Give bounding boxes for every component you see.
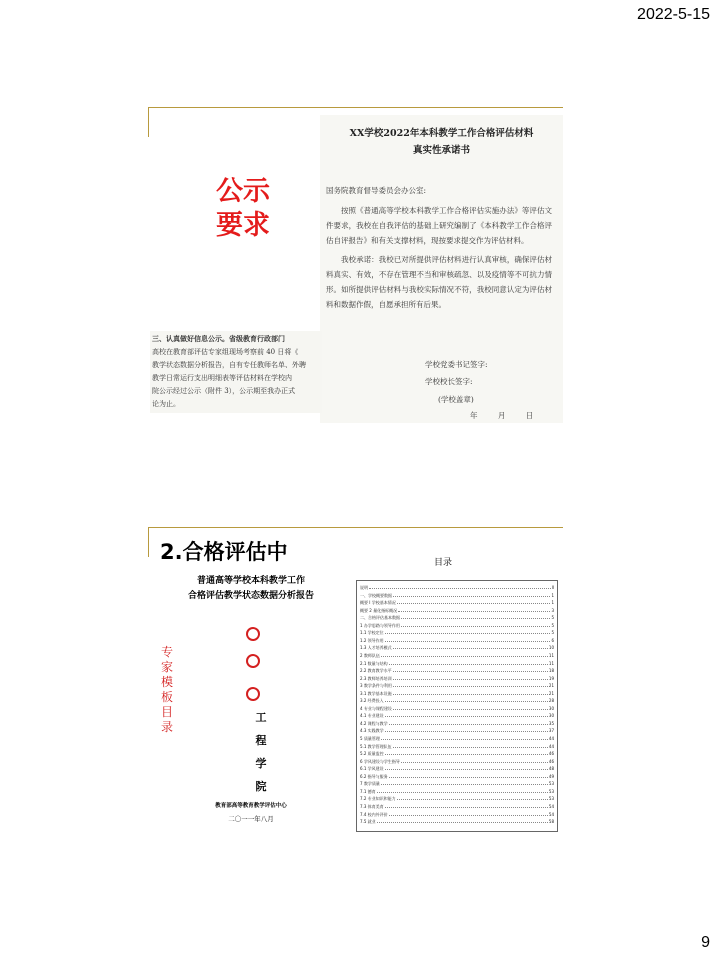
- cover-char: 院: [255, 780, 267, 793]
- toc-entry: [360, 706, 554, 711]
- commitment-letter-image: [320, 115, 563, 423]
- toc-entry-title: 一、学校概要数据: [360, 592, 392, 598]
- toc-leader-dots: [381, 736, 548, 740]
- toc-entry-page: 1: [551, 592, 554, 598]
- toc-entry-title: 7.4 校内外评价: [360, 811, 388, 817]
- toc-entry-title: 6.2 指导与服务: [360, 773, 388, 779]
- toc-entry: [360, 653, 554, 658]
- toc-entry-title: 二、合格评估基本数据: [360, 615, 400, 621]
- toc-entry-page: 5: [551, 630, 554, 636]
- toc-leader-dots: [385, 751, 548, 755]
- toc-entry: [360, 630, 554, 635]
- letter-paragraph-2: 我校承诺：我校已对所提供评估材料进行认真审核，确保评估材料真实、有效，不存在管理不当和审核疏忽、以及疫情等不可抗力情形。如所提供评估材料与我校实际情况不符，我校同意认定为评估材料和数据作假，自愿承担所有后果。: [326, 255, 552, 309]
- toc-entry: [360, 676, 554, 681]
- toc-entry-page: 54: [548, 811, 554, 817]
- toc-entry: [360, 691, 554, 696]
- toc-entry: [360, 774, 554, 779]
- toc-entry: [360, 623, 554, 628]
- toc-entry: [360, 600, 554, 605]
- toc-entry-page: 53: [548, 781, 554, 787]
- toc-entry-title: 3 教学条件与利用: [360, 683, 392, 689]
- excerpt-line: 论为止。: [152, 400, 180, 408]
- cover-title-line1: 普通高等学校本科教学工作: [196, 576, 305, 586]
- toc-entry-page: 30: [548, 713, 554, 719]
- toc-leader-dots: [393, 645, 548, 649]
- toc-entry: [360, 812, 554, 817]
- toc-leader-dots: [377, 819, 548, 823]
- toc-leader-dots: [401, 623, 551, 627]
- toc-leader-dots: [385, 698, 548, 702]
- toc-entry-page: 53: [548, 788, 554, 794]
- notice-excerpt-image: [150, 331, 322, 413]
- toc-entry-page: 10: [548, 645, 554, 651]
- slide-public-notice: [148, 107, 563, 425]
- toc-entry-page: 46: [548, 758, 554, 764]
- toc-entry-page: 44: [548, 743, 554, 749]
- toc-entry-title: 7.2 专业知识和能力: [360, 796, 396, 802]
- toc-leader-dots: [393, 744, 548, 748]
- toc-entry-page: 5: [551, 622, 554, 628]
- slide-date: 2022-5-15: [637, 6, 710, 23]
- toc-entry-title: 5 质量管理: [360, 736, 380, 741]
- toc-entry-page: 28: [548, 698, 554, 704]
- page-number: 9: [701, 934, 710, 951]
- toc-entry: [360, 698, 554, 703]
- toc-box: [356, 580, 558, 832]
- excerpt-line: 教学状态数据分析报告，自有专任教师名单、外聘: [152, 361, 306, 369]
- toc-entry: [360, 661, 554, 666]
- toc-entry-title: 概要 I 学校基本情况: [360, 600, 396, 606]
- toc-leader-dots: [385, 638, 551, 642]
- toc-entry-title: 2.2 教育教学水平: [360, 668, 392, 674]
- toc-entry-page: 44: [548, 736, 554, 741]
- letter-title-line1: XX学校2022年本科教学工作合格评估材料: [349, 128, 534, 139]
- red-circle-icon: [246, 687, 260, 701]
- letter-title-line2: 真实性承诺书: [412, 145, 470, 156]
- toc-entry-title: 2 教师队伍: [360, 652, 380, 658]
- toc-leader-dots: [393, 668, 548, 672]
- toc-entry: [360, 766, 554, 771]
- toc-entry-title: 4 专业与课程建设: [360, 705, 392, 711]
- toc-entry-title: 4.1 专业建设: [360, 713, 384, 719]
- table-of-contents: [354, 555, 563, 830]
- toc-entry-page: 5: [551, 615, 554, 621]
- toc-entry: [360, 585, 554, 590]
- toc-entry-page: II: [551, 585, 554, 590]
- toc-entry-title: 1.2 领导作用: [360, 637, 384, 643]
- toc-entry: [360, 804, 554, 809]
- toc-leader-dots: [397, 600, 551, 604]
- gold-rule-top: [148, 107, 563, 108]
- toc-entry-title: 6 学风建设与学生指导: [360, 758, 400, 764]
- toc-leader-dots: [385, 630, 551, 634]
- toc-leader-dots: [393, 676, 548, 680]
- toc-entry-page: 48: [548, 766, 554, 772]
- toc-entry-title: 1.1 学校定位: [360, 630, 384, 636]
- excerpt-line: 高校在教育部评估专家组现场考察前 40 日将《: [152, 348, 299, 356]
- cover-title: [154, 574, 348, 604]
- toc-leader-dots: [401, 759, 548, 763]
- cover-char: 学: [255, 757, 267, 770]
- letter-title: [320, 125, 563, 159]
- expert-template-note: 专家模板目录: [160, 645, 173, 734]
- toc-entry-page: 53: [548, 796, 554, 802]
- toc-entry-title: 5.1 教学管理队伍: [360, 743, 392, 749]
- toc-leader-dots: [385, 728, 548, 732]
- toc-entry: [360, 728, 554, 733]
- toc-entry: [360, 819, 554, 824]
- toc-entry-title: 3.1 教学基本设施: [360, 690, 392, 696]
- toc-entry: [360, 668, 554, 673]
- cover-date: 二〇一一年八月: [228, 815, 274, 823]
- cover-char: 程: [255, 734, 267, 747]
- excerpt-line: 院公示经过公示（附件 3），公示期至我办正式: [152, 387, 296, 395]
- toc-leader-dots: [389, 661, 548, 665]
- slide-title: 2.合格评估中: [160, 540, 288, 564]
- section-title-line1: 公示: [216, 176, 270, 207]
- letter-seal: (学校盖章): [438, 395, 474, 404]
- toc-leader-dots: [389, 774, 548, 778]
- toc-entry-title: 2.3 教师培养培训: [360, 675, 392, 681]
- toc-entry-page: 1: [551, 600, 554, 606]
- toc-leader-dots: [397, 796, 548, 800]
- toc-leader-dots: [377, 789, 548, 793]
- toc-entry: [360, 721, 554, 726]
- toc-leader-dots: [385, 713, 548, 717]
- toc-leader-dots: [381, 781, 548, 785]
- toc-entry: [360, 608, 554, 613]
- toc-entry: [360, 744, 554, 749]
- toc-entry: [360, 789, 554, 794]
- section-title-line2: 要求: [216, 210, 270, 241]
- toc-leader-dots: [393, 593, 550, 597]
- gold-rule-left: [148, 527, 149, 557]
- toc-entry: [360, 683, 554, 688]
- letter-date: 年 月 日: [470, 411, 534, 420]
- letter-party-signature: 学校党委书记签字:: [425, 360, 488, 369]
- toc-entry-title: 7.5 就业: [360, 819, 376, 825]
- excerpt-line: 教学日常运行支出明细表等评估材料在学校内: [152, 374, 292, 382]
- toc-entry-title: 7.1 德育: [360, 788, 376, 794]
- toc-entry-page: 30: [548, 705, 554, 711]
- red-circle-icon: [246, 627, 260, 641]
- toc-entry-title: 2.1 数量与结构: [360, 660, 388, 666]
- toc-entry-page: 58: [548, 819, 554, 825]
- toc-entry-page: 18: [548, 668, 554, 674]
- toc-entry: [360, 736, 554, 741]
- cover-char: 工: [255, 711, 267, 724]
- toc-entry: [360, 759, 554, 764]
- letter-addressee: 国务院教育督导委员会办公室:: [326, 186, 427, 195]
- toc-leader-dots: [381, 653, 548, 657]
- toc-entry: [360, 713, 554, 718]
- toc-entry-page: 49: [548, 773, 554, 779]
- toc-heading: 目录: [434, 558, 453, 568]
- toc-leader-dots: [385, 804, 548, 808]
- report-cover-image: [154, 569, 348, 829]
- toc-entry: [360, 615, 554, 620]
- toc-entry-title: 6.1 学风建设: [360, 766, 384, 772]
- toc-entry-page: 35: [548, 720, 554, 726]
- slide-evaluation-in-progress: [148, 527, 563, 830]
- toc-entry-page: 21: [548, 683, 554, 689]
- toc-leader-dots: [369, 585, 551, 589]
- toc-entry-title: 5.2 质量监控: [360, 751, 384, 757]
- toc-entry-title: 7.3 体育美育: [360, 803, 384, 809]
- toc-entry-title: 概要 2 量化指标概况: [360, 607, 398, 613]
- letter-president-signature: 学校校长签字:: [425, 377, 473, 386]
- toc-entry-page: 54: [548, 803, 554, 809]
- toc-entry-page: 6: [551, 637, 554, 643]
- excerpt-line: 三、认真做好信息公示。省级教育行政部门: [152, 334, 285, 343]
- toc-entry-page: 46: [548, 751, 554, 757]
- toc-leader-dots: [393, 691, 548, 695]
- toc-entry-title: 说明: [360, 585, 368, 590]
- cover-center-name: 教育部高等教育教学评估中心: [215, 803, 287, 809]
- toc-entry-page: 11: [548, 660, 554, 666]
- toc-leader-dots: [389, 812, 548, 816]
- toc-entry: [360, 781, 554, 786]
- toc-leader-dots: [389, 721, 548, 725]
- section-title: [188, 175, 298, 243]
- toc-leader-dots: [393, 706, 548, 710]
- red-circle-icon: [246, 654, 260, 668]
- toc-entry-title: 7 教学质量: [360, 781, 380, 787]
- toc-leader-dots: [401, 615, 550, 619]
- toc-entry: [360, 593, 554, 598]
- toc-leader-dots: [385, 766, 548, 770]
- toc-leader-dots: [398, 608, 550, 612]
- letter-paragraph-1: 按照《普通高等学校本科教学工作合格评估实施办法》等评估文件要求，我校在自我评估的基础上研究编制了《本科教学工作合格评估自评报告》和有关支撑材料，现按要求提交作为评估材料。: [326, 206, 552, 245]
- toc-entry-title: 4.3 实践教学: [360, 728, 384, 734]
- toc-entry-title: 1.3 人才培养模式: [360, 645, 392, 651]
- toc-entry-page: 11: [548, 652, 554, 658]
- toc-entry: [360, 751, 554, 756]
- toc-entry-page: 21: [548, 690, 554, 696]
- gold-rule-left: [148, 107, 149, 137]
- cover-title-line2: 合格评估教学状态数据分析报告: [187, 591, 314, 601]
- toc-entry: [360, 645, 554, 650]
- toc-entry-page: 3: [551, 607, 554, 613]
- toc-entry: [360, 796, 554, 801]
- toc-entry-title: 1 办学思路与领导作用: [360, 622, 400, 628]
- toc-entry: [360, 638, 554, 643]
- toc-entry-title: 4.2 课程与教学: [360, 720, 388, 726]
- toc-entry-page: 19: [548, 675, 554, 681]
- toc-entry-page: 37: [548, 728, 554, 734]
- toc-entry-title: 3.2 经费投入: [360, 698, 384, 704]
- gold-rule-top: [148, 527, 563, 528]
- toc-leader-dots: [393, 683, 548, 687]
